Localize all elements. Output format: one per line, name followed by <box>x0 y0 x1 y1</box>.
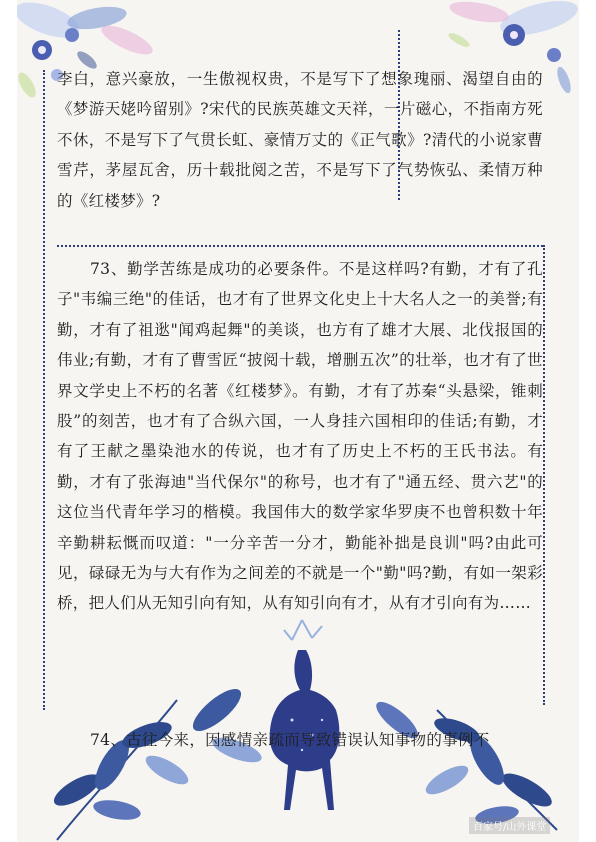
paragraph-73-text: 73、勤学苦练是成功的必要条件。不是这样吗?有勤，才有了孔子"韦编三绝"的佳话，也才有了世界文化史上十大名人之一的美誉;有勤，才有了祖逖"闻鸡起舞"的美谈，也方有了雄才大展、北伐报国的伟业;有勤，才有了曹雪匠“披阅十载，增删五次”的壮举，也才有了世界文学史上不朽的名著《红楼梦》。有勤，才有了苏秦“头悬梁，锥刺股”的刻苦，也才有了合纵六国，一人身挂六国相印的佳话;有勤，才有了王献之墨染池水的传说，也才有了历史上不朽的王氏书法。有勤，才有了张海迪"当代保尔"的称号，也才有了"通五经、贯六艺"的这位当代青年学习的楷模。我国伟大的数学家华罗庚不也曾积数十年辛勤耕耘慨而叹道："一分辛苦一分才，勤能补拙是良训"吗?由此可见，碌碌无为与大有作为之间差的不就是一个"勤"吗?勤，有如一架彩桥，把人们从无知引向有知，从有知引向有才，从有才引向有为…… <box>57 260 543 613</box>
frame-top-line <box>57 245 543 247</box>
frame-left-line <box>43 70 45 710</box>
paragraph-74 <box>57 725 543 755</box>
paragraph-74-text: 74、古往今来，因感情亲疏而导致错误认知事物的事例不 <box>90 731 490 749</box>
paragraph-1 <box>57 64 543 216</box>
frame-right-line <box>543 245 545 705</box>
paragraph-73 <box>57 254 543 619</box>
document-page <box>17 0 579 842</box>
watermark: 百家号/山外课堂 <box>469 817 550 834</box>
paragraph-1-text: 李白，意兴豪放，一生傲视权贵，不是写下了想象瑰丽、渴望自由的《梦游天姥吟留别》?宋代的民族英雄文天祥，一片磁心，不指南方死不休，不是写下了气贯长虹、豪情万丈的《正气歌》?清代的小说家曹雪芹，茅屋瓦舍，历十载批阅之苦，不是写下了气势恢弘、柔情万种的《红楼梦》? <box>57 70 543 210</box>
deer-decoration <box>232 610 382 830</box>
